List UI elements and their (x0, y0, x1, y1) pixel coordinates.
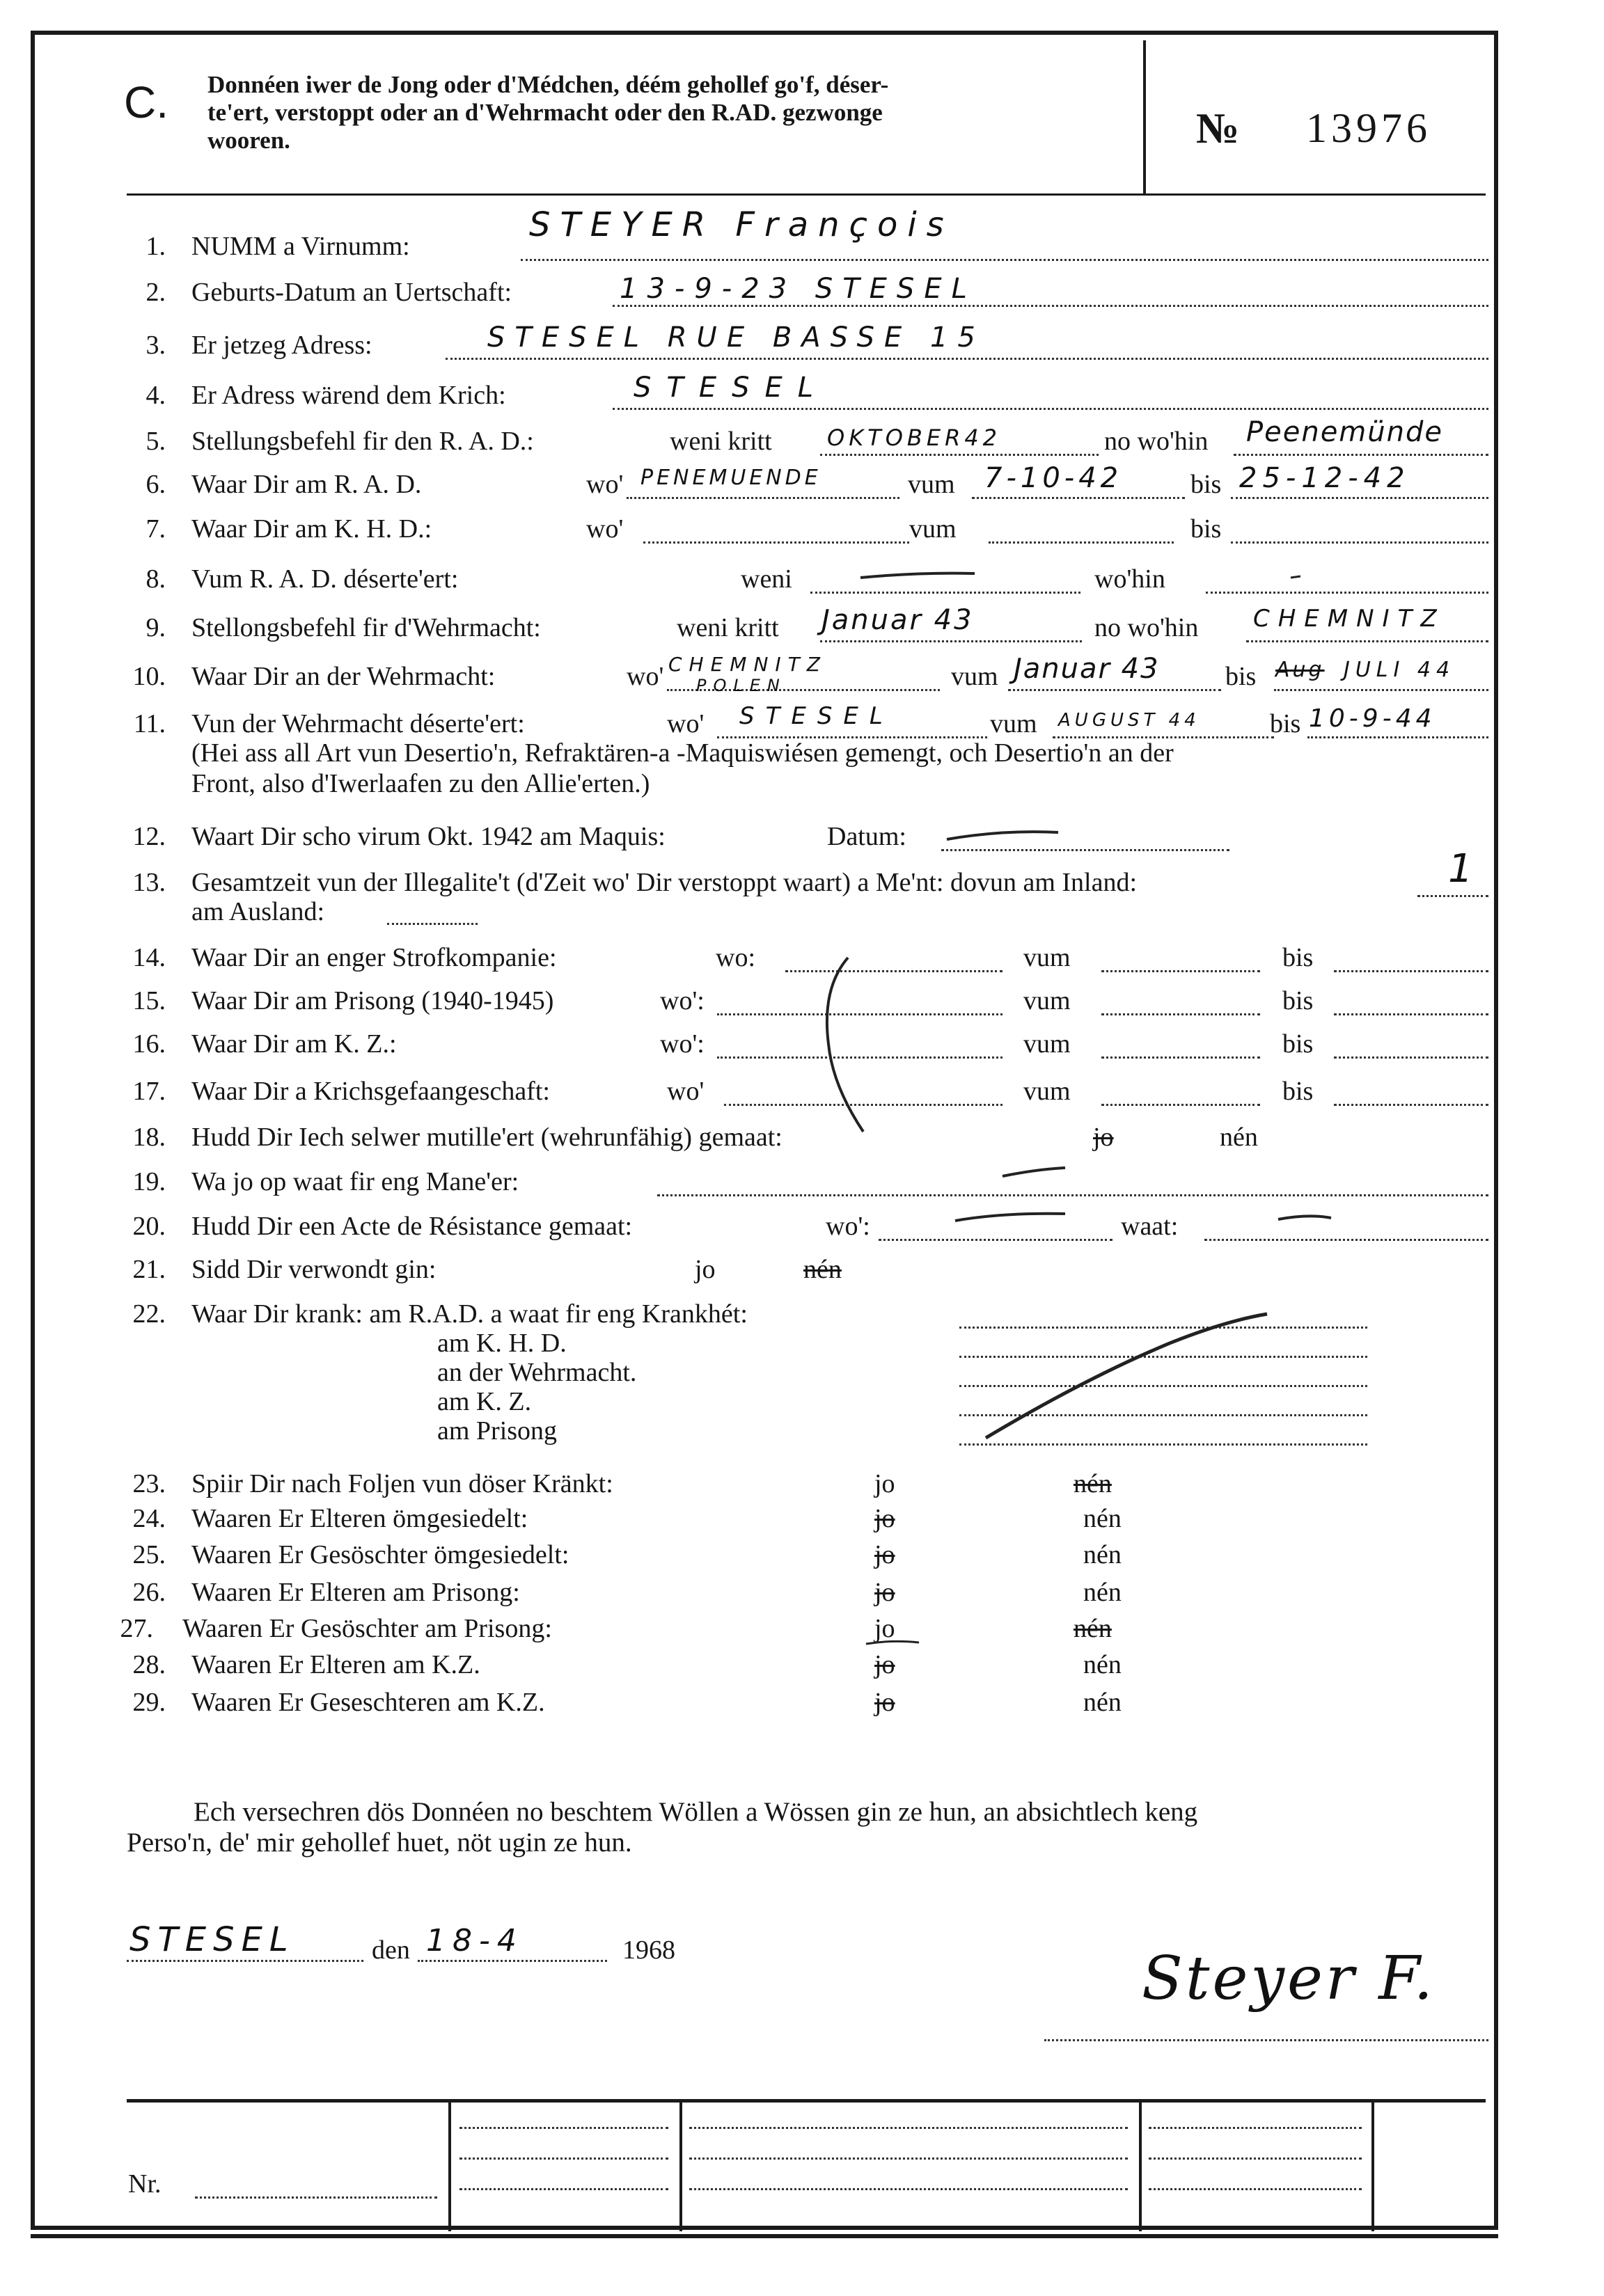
label-war-address: Er Adress wärend dem Krich: (191, 381, 506, 410)
label-birth: Geburts-Datum an Uertschaft: (191, 278, 512, 307)
value-birth: 13-9-23 STESEL (620, 273, 977, 305)
header-line-1: Donnéen iwer de Jong oder d'Médchen, déém gehollef go'f, déser- (207, 71, 889, 98)
label-wo: wo': (826, 1212, 870, 1241)
value-rad-when: OKTOBER42 (827, 425, 1002, 451)
option-jo: jo (874, 1578, 895, 1607)
label-consequences: Spiir Dir nach Foljen vun döser Kränkt: (191, 1469, 613, 1498)
option-jo: jo (874, 1469, 895, 1498)
line-number: 13. (132, 868, 166, 897)
label-bis: bis (1282, 986, 1314, 1015)
label-wo: wo' (627, 662, 664, 691)
option-jo: jo (695, 1255, 716, 1284)
label-sick-kz: am K. Z. (437, 1387, 532, 1416)
line-number: 19. (132, 1167, 166, 1196)
label-mutilated: Hudd Dir Iech selwer mutille'ert (wehrunfähig) gemaat: (191, 1123, 783, 1152)
label-rad-desert: Vum R. A. D. déserte'ert: (191, 564, 459, 594)
value-wehrmacht-when: Januar 43 (821, 604, 974, 636)
header-line-2: te'ert, verstoppt oder an d'Wehrmacht oder den R.AD. gezwonge (207, 99, 883, 126)
label-siblings-resettled: Waaren Er Gesöschter ömgesiedelt: (191, 1540, 569, 1569)
label-ausland: am Ausland: (191, 897, 325, 926)
option-jo: jo (874, 1504, 895, 1533)
label-siblings-kz: Waaren Er Geseschteren am K.Z. (191, 1688, 545, 1717)
underline-mark (866, 1641, 919, 1644)
label-kz: Waar Dir am K. Z.: (191, 1029, 397, 1059)
line-number: 6. (146, 470, 166, 499)
label-wo: wo' (667, 1077, 705, 1106)
number-symbol: № (1196, 105, 1240, 152)
option-nen: nén (1083, 1578, 1122, 1607)
line-number: 15. (132, 986, 166, 1015)
line-number: 17. (132, 1077, 166, 1106)
label-vum: vum (990, 709, 1037, 738)
label-rad-order: Stellungsbefehl fir den R. A. D.: (191, 427, 534, 456)
label-vum: vum (951, 662, 998, 691)
line-number: 9. (146, 613, 166, 642)
value-desert-where: STESEL (739, 702, 894, 730)
label-datum: Datum: (827, 822, 906, 851)
line-number: 29. (132, 1688, 166, 1717)
label-wo: wo': (660, 986, 705, 1015)
value-rad-where: PENEMUENDE (640, 466, 821, 490)
line-number: 21. (132, 1255, 166, 1284)
label-bis: bis (1270, 709, 1301, 738)
option-jo: jo (874, 1614, 895, 1643)
label-wo: wo' (586, 470, 624, 499)
option-jo: jo (874, 1540, 895, 1569)
label-wehrmacht-desert: Vun der Wehrmacht déserte'ert: (191, 709, 525, 738)
label-rad: Waar Dir am R. A. D. (191, 470, 422, 499)
value-rad-to: 25-12-42 (1239, 462, 1410, 494)
note-line-1: (Hei ass all Art vun Desertio'n, Refraktären-a -Maquiswiésen gemengt, och Desertio'n an der (191, 738, 1174, 768)
label-wohin: wo'hin (1094, 564, 1165, 594)
label-weni: weni (741, 564, 792, 594)
option-nen: nén (1220, 1123, 1258, 1152)
label-illegality: Gesamtzeit vun der Illegalite't (d'Zeit wo' Dir verstoppt waart) a Me'nt: dovun am Inland: (191, 868, 1138, 897)
option-jo: jo (874, 1688, 895, 1717)
label-name: NUMM a Virnumm: (191, 232, 410, 261)
value-wehrmacht-from: Januar 43 (1014, 653, 1160, 685)
label-parents-resettled: Waaren Er Elteren ömgesiedelt: (191, 1504, 528, 1533)
label-no-wohin: no wo'hin (1094, 613, 1199, 642)
label-wehrmacht-order: Stellongsbefehl fir d'Wehrmacht: (191, 613, 541, 642)
line-number: 14. (132, 943, 166, 972)
value-war-address: STESEL (634, 372, 829, 404)
label-khd: Waar Dir am K. H. D.: (191, 514, 432, 544)
label-bis: bis (1190, 514, 1222, 544)
option-nen: nén (1074, 1469, 1112, 1498)
line-number: 18. (132, 1123, 166, 1152)
line-number: 20. (132, 1212, 166, 1241)
line-number: 23. (132, 1469, 166, 1498)
line-number: 28. (132, 1650, 166, 1679)
label-siblings-prison: Waaren Er Gesöschter am Prisong: (182, 1614, 552, 1643)
label-prisong: Waar Dir am Prisong (1940-1945) (191, 986, 554, 1015)
label-wo: wo: (716, 943, 755, 972)
label-vum: vum (909, 514, 957, 544)
value-inland: 1 (1448, 846, 1473, 892)
option-jo: jo (1093, 1123, 1114, 1152)
value-desert-from: AUGUST 44 (1058, 710, 1200, 731)
label-bis: bis (1225, 662, 1257, 691)
line-number: 2. (146, 278, 166, 307)
dash-mark (860, 573, 975, 578)
label-vum: vum (1023, 1029, 1071, 1059)
label-sick: Waar Dir krank: am R.A.D. a waat fir eng Krankhét: (191, 1299, 748, 1329)
line-number: 12. (132, 822, 166, 851)
line-number: 8. (146, 564, 166, 594)
line-number: 27. (120, 1614, 153, 1643)
label-vum: vum (908, 470, 955, 499)
option-nen: nén (803, 1255, 842, 1284)
line-number: 3. (146, 331, 166, 360)
dash-mark (955, 1214, 1065, 1221)
dash-mark (1278, 1216, 1331, 1219)
label-no-wohin: no wo'hin (1104, 427, 1209, 456)
label-weni-kritt: weni kritt (670, 427, 772, 456)
line-number: 24. (132, 1504, 166, 1533)
label-weni-kritt: weni kritt (677, 613, 779, 642)
line-number: 7. (146, 514, 166, 544)
value-wehrmacht-where-2: POLEN (696, 676, 787, 695)
cancel-diagonal (986, 1314, 1267, 1438)
label-in-wehrmacht: Waar Dir an der Wehrmacht: (191, 662, 496, 691)
label-pow: Waar Dir a Krichsgefaangeschaft: (191, 1077, 550, 1106)
section-letter: C. (124, 77, 168, 127)
value-address: STESEL RUE BASSE 15 (487, 322, 985, 354)
label-strofkompanie: Waar Dir an enger Strofkompanie: (191, 943, 557, 972)
line-number: 16. (132, 1029, 166, 1059)
label-parents-kz: Waaren Er Elteren am K.Z. (191, 1650, 480, 1679)
label-vum: vum (1023, 986, 1071, 1015)
dash-mark (1002, 1168, 1065, 1176)
label-sick-prisong: am Prisong (437, 1416, 558, 1446)
label-resistance: Hudd Dir een Acte de Résistance gemaat: (191, 1212, 633, 1241)
option-nen: nén (1083, 1688, 1122, 1717)
option-nen: nén (1083, 1504, 1122, 1533)
label-year: 1968 (622, 1935, 675, 1965)
dash-mark (947, 832, 1058, 839)
line-number: 11. (133, 709, 166, 738)
value-name: STEYER François (529, 205, 954, 244)
value-rad-from: 7-10-42 (984, 462, 1123, 494)
option-jo: jo (874, 1650, 895, 1679)
option-nen: nén (1083, 1650, 1122, 1679)
label-wo: wo' (586, 514, 624, 544)
header-line-3: wooren. (207, 127, 290, 154)
label-bis: bis (1282, 943, 1314, 972)
label-bis: bis (1282, 1029, 1314, 1059)
option-nen: nén (1083, 1540, 1122, 1569)
option-nen: nén (1074, 1614, 1112, 1643)
label-vum: vum (1023, 1077, 1071, 1106)
dash-mark (1291, 576, 1300, 578)
label-sick-khd: am K. H. D. (437, 1329, 567, 1358)
value-desert-to: 10-9-44 (1309, 704, 1436, 733)
value-wehrmacht-where: CHEMNITZ (1253, 605, 1445, 633)
line-number: 10. (132, 662, 166, 691)
note-line-2: Front, also d'Iwerlaafen zu den Allie'erten.) (191, 769, 650, 798)
label-wounded: Sidd Dir verwondt gin: (191, 1255, 437, 1284)
bracket-mark (827, 958, 863, 1132)
label-wo: wo' (667, 709, 705, 738)
line-number: 22. (132, 1299, 166, 1329)
line-number: 4. (146, 381, 166, 410)
label-how: Wa jo op waat fir eng Mane'er: (191, 1167, 519, 1196)
signature: Steyer F. (1142, 1944, 1436, 2013)
label-sick-wehrmacht: an der Wehrmacht. (437, 1358, 637, 1387)
footer-nr-label: Nr. (128, 2169, 162, 2199)
label-wo: wo': (660, 1029, 705, 1059)
line-number: 26. (132, 1578, 166, 1607)
label-address: Er jetzeg Adress: (191, 331, 372, 360)
value-wehrmacht-to-struck: Aug (1275, 658, 1325, 682)
declaration-line-2: Perso'n, de' mir gehollef huet, nöt ugin ze hun. (127, 1828, 632, 1858)
label-waat: waat: (1121, 1212, 1179, 1241)
signature-place: STESEL (129, 1920, 295, 1959)
line-number: 25. (132, 1540, 166, 1569)
form-number: 13976 (1306, 105, 1431, 151)
label-parents-prison: Waaren Er Elteren am Prisong: (191, 1578, 520, 1607)
value-rad-where: Peenemünde (1246, 416, 1443, 448)
signature-date: 18-4 (426, 1923, 524, 1958)
label-vum: vum (1023, 943, 1071, 972)
label-bis: bis (1282, 1077, 1314, 1106)
declaration-line-1: Ech versechren dös Donnéen no beschtem Wöllen a Wössen gin ze hun, an absichtlech keng (194, 1797, 1198, 1827)
label-den: den (372, 1935, 410, 1965)
value-wehrmacht-to: JULI 44 (1344, 658, 1456, 682)
value-wehrmacht-where: CHEMNITZ (668, 653, 827, 676)
label-maquis: Waart Dir scho virum Okt. 1942 am Maquis: (191, 822, 666, 851)
label-bis: bis (1190, 470, 1222, 499)
line-number: 5. (146, 427, 166, 456)
line-number: 1. (146, 232, 166, 261)
